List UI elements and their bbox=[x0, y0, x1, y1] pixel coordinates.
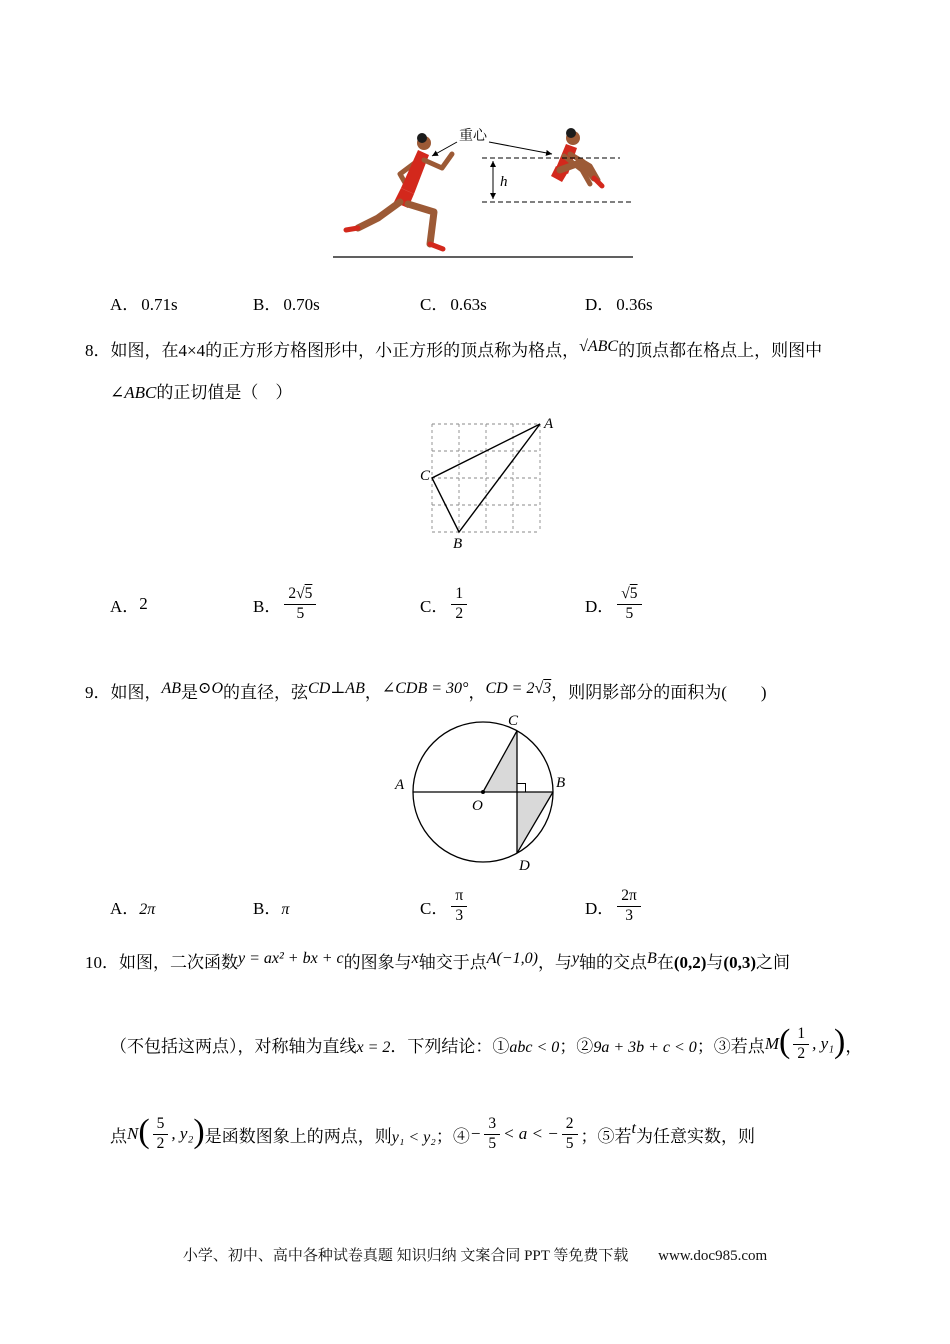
math-y1-lt-y2: y₁ < y₂ bbox=[391, 1129, 436, 1146]
point-label-d: D bbox=[519, 858, 530, 874]
option-b bbox=[253, 290, 320, 315]
math-y2: , y₂ bbox=[171, 1124, 194, 1143]
stem-text: 的顶点都在格点上，则图中 bbox=[618, 341, 823, 360]
math-cd-perp-ab: CD⊥AB bbox=[308, 680, 365, 697]
option-d bbox=[585, 884, 644, 928]
footer-text: 小学、初中、高中各种试卷真题 知识归纳 文案合同 PPT 等免费下载 bbox=[182, 1248, 629, 1264]
option-value: 2π bbox=[139, 901, 156, 918]
option-label: A． bbox=[110, 898, 140, 918]
center-of-gravity-label: 重心 bbox=[459, 129, 487, 144]
point-label-a: A bbox=[395, 777, 405, 793]
math-n: N bbox=[127, 1124, 139, 1143]
math-y: y bbox=[571, 950, 580, 967]
option-value: 2 bbox=[139, 594, 148, 613]
math-m: M bbox=[764, 1034, 779, 1053]
option-label: D． bbox=[585, 295, 615, 314]
runner-silhouette bbox=[346, 133, 452, 249]
center-dot bbox=[481, 790, 485, 794]
paren-open: ( bbox=[778, 1023, 791, 1060]
math-quadratic: y = ax² + bx + c bbox=[238, 950, 344, 967]
option-label: B． bbox=[253, 898, 282, 918]
paren-open: ( bbox=[138, 1113, 150, 1150]
circle-figure bbox=[385, 712, 585, 874]
question-7-options bbox=[0, 290, 950, 312]
math-minus: − bbox=[469, 1124, 482, 1143]
question-9-stem bbox=[85, 678, 767, 703]
math-9a3bc: 9a + 3b + c < 0 bbox=[593, 1039, 697, 1056]
stem-text: 是函数图象上的两点，则 bbox=[204, 1126, 392, 1146]
fraction: $\frac{2}{5}$ bbox=[562, 1115, 578, 1153]
fraction: $\frac{1}{2}$ bbox=[451, 585, 467, 623]
math-angle-abc: ∠ABC bbox=[110, 383, 157, 402]
height-label: h bbox=[500, 174, 508, 190]
math-triangle-abc: √ABC bbox=[579, 338, 619, 355]
jumper-silhouette bbox=[551, 128, 602, 186]
stem-text: ， bbox=[468, 683, 486, 702]
grid-triangle-figure bbox=[420, 416, 570, 556]
fraction: $\frac{√5}{5}$ bbox=[617, 585, 641, 623]
option-a bbox=[110, 884, 155, 928]
stem-text: 的图象与 bbox=[343, 953, 412, 972]
math-point-a: A(−1,0) bbox=[486, 950, 538, 967]
stem-text: 10．如图，二次函数 bbox=[85, 953, 238, 972]
option-a bbox=[110, 580, 148, 628]
point-label-a: A bbox=[544, 416, 554, 432]
question-8-stem-line-1 bbox=[85, 336, 822, 361]
option-label: C． bbox=[420, 898, 449, 918]
stem-text: ；③若点 bbox=[696, 1036, 765, 1056]
stem-text: ，与 bbox=[537, 953, 572, 972]
right-angle-marker bbox=[517, 784, 526, 793]
stem-text: 点 bbox=[110, 1126, 127, 1146]
option-label: C． bbox=[420, 295, 449, 314]
stem-text: ， bbox=[364, 683, 382, 702]
stem-text: ．下列结论：① bbox=[390, 1036, 510, 1056]
stem-text: 在 bbox=[656, 953, 674, 972]
option-value: 0.36s bbox=[616, 295, 653, 314]
math-abc: abc < 0 bbox=[509, 1039, 560, 1056]
stem-text: 是 bbox=[181, 683, 199, 702]
stem-text: 为任意实数，则 bbox=[635, 1126, 755, 1146]
stem-text: 轴交于点 bbox=[418, 953, 487, 972]
math-y1: , y₁ bbox=[812, 1034, 835, 1053]
stem-text: ；④ bbox=[435, 1126, 470, 1146]
stem-text: 之间 bbox=[755, 953, 790, 972]
stem-text: 的直径，弦 bbox=[223, 683, 309, 702]
question-8-options bbox=[0, 580, 950, 628]
math-t: t bbox=[631, 1120, 636, 1137]
question-9-options bbox=[0, 884, 950, 928]
callout-arrow-right bbox=[489, 142, 552, 154]
option-value: 0.70s bbox=[283, 295, 320, 314]
stem-text: ，则阴影部分的面积为( ) bbox=[551, 683, 767, 702]
option-b bbox=[253, 580, 319, 628]
option-label: A． bbox=[110, 295, 140, 314]
option-c bbox=[420, 884, 470, 928]
math-a-range: < a < − bbox=[503, 1124, 559, 1143]
stem-text: 8．如图，在4×4的正方形方格图形中，小正方形的顶点称为格点， bbox=[85, 341, 580, 360]
question-10-stem-line-3 bbox=[110, 1108, 755, 1160]
dashed-grid bbox=[432, 424, 540, 532]
stem-text: （不包括这两点），对称轴为直线 bbox=[110, 1036, 357, 1056]
math-b: B bbox=[647, 950, 657, 967]
math-point-03: (0,3) bbox=[723, 953, 756, 972]
option-value: 0.63s bbox=[450, 295, 487, 314]
stem-text: 与 bbox=[706, 953, 724, 972]
option-label: C． bbox=[420, 596, 449, 616]
stem-text: ；② bbox=[559, 1036, 594, 1056]
option-d bbox=[585, 290, 653, 315]
question-8-stem-line-2 bbox=[110, 378, 292, 403]
fraction: $\frac{\pi}{3}$ bbox=[451, 887, 467, 925]
question-10-stem-line-2 bbox=[110, 1018, 862, 1070]
option-c bbox=[420, 290, 487, 315]
stem-text: ， bbox=[845, 1036, 863, 1056]
long-jump-figure bbox=[330, 112, 645, 264]
math-cd-length: CD = 2√3 bbox=[485, 680, 552, 697]
paren-close: ) bbox=[193, 1113, 205, 1150]
math-circle-o: ⊙O bbox=[198, 680, 224, 697]
point-label-b: B bbox=[453, 536, 463, 552]
math-angle-cdb: ∠CDB = 30° bbox=[381, 680, 469, 697]
option-value: π bbox=[281, 901, 290, 918]
stem-text: 9．如图， bbox=[85, 683, 162, 702]
footer-url[interactable]: www.doc985.com bbox=[658, 1248, 768, 1264]
option-label: D． bbox=[585, 596, 615, 616]
question-10-stem-line-1 bbox=[85, 948, 790, 973]
page-footer bbox=[0, 1244, 950, 1265]
option-c bbox=[420, 580, 470, 628]
stem-text: ；⑤若 bbox=[580, 1126, 632, 1146]
point-label-c: C bbox=[508, 713, 519, 729]
fraction: $\frac{5}{2}$ bbox=[153, 1115, 169, 1153]
option-d bbox=[585, 580, 645, 628]
option-a bbox=[110, 290, 178, 315]
option-label: B． bbox=[253, 596, 282, 616]
fraction: $\frac{2\pi}{3}$ bbox=[617, 887, 641, 925]
point-label-c: C bbox=[420, 468, 431, 484]
option-label: A． bbox=[110, 596, 140, 616]
math-axis: x = 2 bbox=[356, 1039, 391, 1056]
stem-text: 的正切值是（ ） bbox=[156, 383, 293, 402]
fraction: $\frac{2√5}{5}$ bbox=[284, 585, 316, 623]
fraction: $\frac{3}{5}$ bbox=[484, 1115, 500, 1153]
point-label-b: B bbox=[556, 775, 566, 791]
math-x: x bbox=[411, 950, 419, 967]
stem-text: 轴的交点 bbox=[579, 953, 648, 972]
option-label: B． bbox=[253, 295, 282, 314]
option-b bbox=[253, 884, 289, 928]
point-label-o: O bbox=[472, 798, 483, 814]
option-label: D． bbox=[585, 898, 615, 918]
paren-close: ) bbox=[834, 1023, 846, 1060]
math-point-02: (0,2) bbox=[673, 953, 707, 972]
fraction: $\frac{1}{2}$ bbox=[793, 1025, 809, 1063]
option-value: 0.71s bbox=[141, 295, 178, 314]
math-ab: AB bbox=[161, 680, 182, 697]
